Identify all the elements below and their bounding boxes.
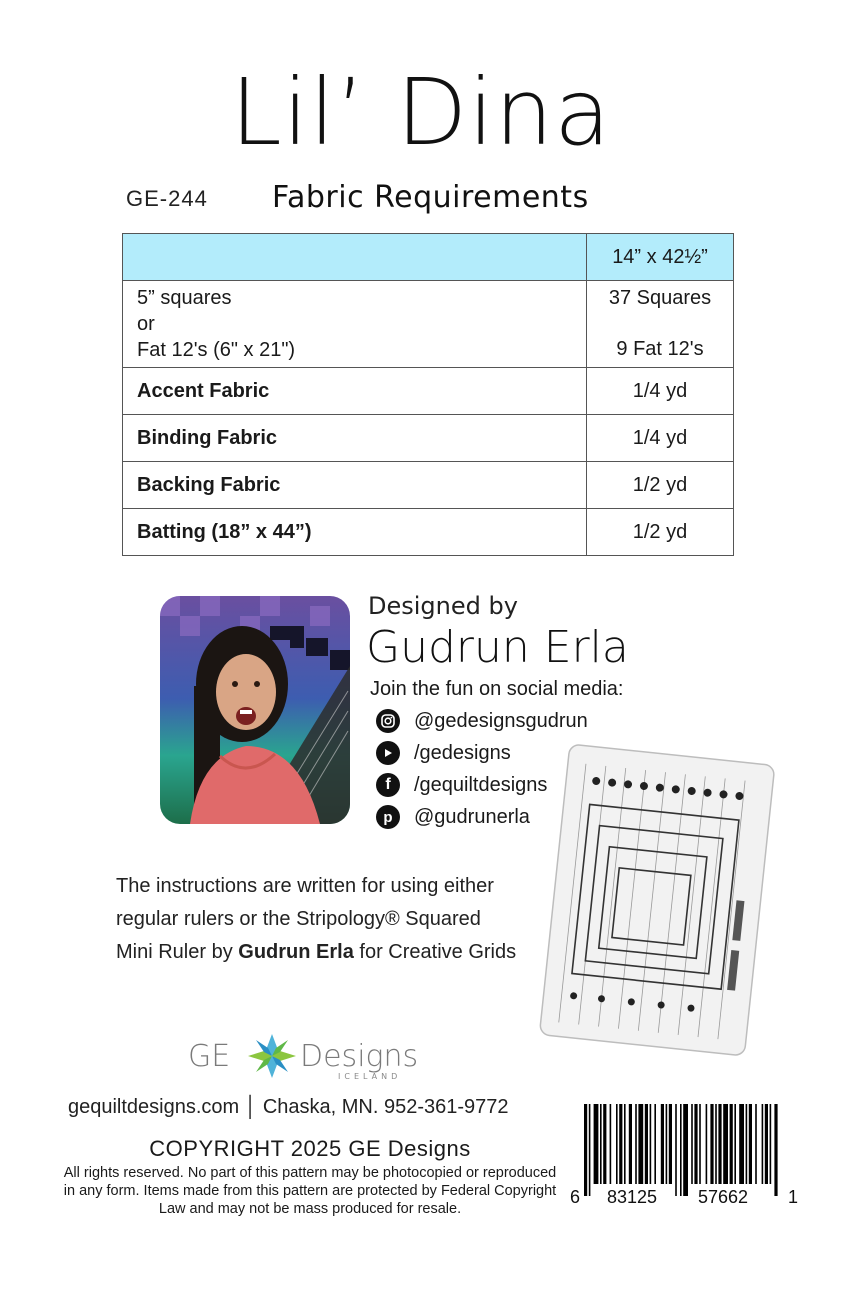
- barcode-bar: [594, 1104, 599, 1184]
- stripology-ruler-image: [532, 742, 782, 1060]
- barcode-bar: [645, 1104, 648, 1184]
- social-handle: /gedesigns: [414, 741, 511, 764]
- squares-value-cell: [587, 281, 734, 368]
- barcode-bar: [691, 1104, 693, 1184]
- row-value: 1/2 yd: [587, 462, 734, 509]
- logo-ge-text: GE: [188, 1039, 231, 1074]
- instructions-line: The instructions are written for using either: [116, 875, 494, 897]
- social-youtube[interactable]: [376, 738, 511, 768]
- upc-barcode: [566, 1104, 798, 1208]
- copyright-title: COPYRIGHT 2025 GE Designs: [149, 1136, 471, 1161]
- social-instagram[interactable]: [376, 706, 588, 736]
- section-subtitle: Fabric Requirements: [272, 180, 589, 215]
- barcode-bar: [749, 1104, 752, 1184]
- squares-label-cell: [123, 281, 587, 368]
- squares-label-line: 5” squares: [137, 287, 232, 309]
- barcode-bar: [654, 1104, 656, 1184]
- barcode-digit: 6: [570, 1187, 581, 1207]
- table-header-row: [123, 234, 734, 281]
- table-row: [123, 281, 734, 368]
- barcode-bar: [669, 1104, 672, 1184]
- barcode-bar: [680, 1104, 682, 1196]
- ge-designs-logo: [188, 1032, 438, 1082]
- social-handle: @gedesignsgudrun: [414, 709, 588, 732]
- row-value: 1/2 yd: [587, 509, 734, 556]
- squares-value: 37 Squares: [608, 287, 712, 309]
- table-row: [123, 415, 734, 462]
- barcode-bar: [683, 1104, 688, 1196]
- barcode-bar: [765, 1104, 768, 1184]
- social-pinterest[interactable]: [376, 802, 530, 832]
- barcode-bar: [755, 1104, 757, 1184]
- barcode-bar: [629, 1104, 632, 1184]
- copyright-block: [60, 1136, 560, 1218]
- barcode-bar: [715, 1104, 717, 1184]
- fabric-requirements-table: [122, 233, 734, 556]
- instructions-line: regular rulers or the Stripology® Squared: [116, 908, 481, 930]
- table-row: [123, 462, 734, 509]
- designed-by-label: Designed by: [368, 592, 518, 620]
- barcode-digit: 1: [788, 1187, 798, 1207]
- pinterest-icon: p: [376, 805, 400, 829]
- contact-line: gequiltdesigns.com │ Chaska, MN. 952-361-9772: [68, 1096, 509, 1118]
- row-label: Backing Fabric: [123, 462, 587, 509]
- instructions-text: for Creative Grids: [353, 941, 517, 963]
- fat12-value: 9 Fat 12's: [616, 338, 704, 360]
- table-row: [123, 368, 734, 415]
- designer-name-bold: Gudrun Erla: [238, 941, 354, 963]
- barcode-bar: [624, 1104, 626, 1184]
- barcode-bar: [730, 1104, 733, 1184]
- barcode-bar: [739, 1104, 744, 1184]
- logo-iceland-text: ICELAND: [338, 1072, 402, 1081]
- barcode-bar: [694, 1104, 697, 1184]
- barcode-bar: [600, 1104, 602, 1184]
- logo-designs-text: Designs: [300, 1039, 419, 1074]
- pattern-title: Lil’ Dina: [230, 59, 612, 166]
- facebook-icon: f: [376, 773, 400, 797]
- row-value: 1/4 yd: [587, 415, 734, 462]
- barcode-bar: [710, 1104, 713, 1184]
- table-row: [123, 509, 734, 556]
- barcode-bar: [584, 1104, 587, 1196]
- barcode-bar: [770, 1104, 772, 1184]
- barcode-bar: [675, 1104, 677, 1196]
- barcode-bar: [774, 1104, 777, 1196]
- barcode-bar: [650, 1104, 652, 1184]
- barcode-bar: [589, 1104, 591, 1196]
- barcode-bars: [584, 1104, 778, 1196]
- instructions-line: [116, 936, 556, 969]
- youtube-icon: [376, 741, 400, 765]
- barcode-bar: [635, 1104, 637, 1184]
- social-handle: /gequiltdesigns: [414, 773, 548, 796]
- barcode-bar: [762, 1104, 764, 1184]
- barcode-bar: [746, 1104, 748, 1184]
- row-label: Binding Fabric: [123, 415, 587, 462]
- barcode-bar: [610, 1104, 612, 1184]
- barcode-bar: [706, 1104, 708, 1184]
- barcode-digits: 83125: [606, 1187, 658, 1207]
- barcode-bar: [619, 1104, 622, 1184]
- row-label: Accent Fabric: [123, 368, 587, 415]
- header-size-cell: 14” x 42½”: [587, 234, 734, 281]
- barcode-bar: [666, 1104, 668, 1184]
- barcode-bar: [638, 1104, 643, 1184]
- instructions-text: Mini Ruler by: [116, 941, 239, 963]
- barcode-bar: [699, 1104, 701, 1184]
- barcode-bar: [616, 1104, 618, 1184]
- barcode-bar: [718, 1104, 721, 1184]
- barcode-bar: [734, 1104, 736, 1184]
- row-value: 1/4 yd: [587, 368, 734, 415]
- barcode-bar: [723, 1104, 728, 1184]
- barcode-bar: [603, 1104, 606, 1184]
- social-intro: Join the fun on social media:: [370, 678, 624, 700]
- copyright-text: All rights reserved. No part of this pattern may be photocopied or reproduced in any form. Items made from this pattern are protected by Federal Copyright Law and may not be mass produced for resale.: [63, 1165, 557, 1217]
- squares-label-line: or: [137, 313, 155, 335]
- pattern-code: GE-244: [126, 186, 208, 211]
- barcode-bar: [661, 1104, 664, 1184]
- social-handle: @gudrunerla: [414, 805, 530, 828]
- barcode-digits: 57662: [697, 1187, 749, 1207]
- social-facebook[interactable]: [376, 770, 547, 800]
- instagram-icon: [376, 709, 400, 733]
- instructions-paragraph: [116, 870, 556, 969]
- header-label-cell: [123, 234, 587, 281]
- star-logo-icon: [248, 1034, 296, 1078]
- squares-label-line: Fat 12's (6" x 21"): [137, 339, 296, 361]
- row-label: Batting (18” x 44”): [123, 509, 587, 556]
- designer-name: Gudrun Erla: [366, 622, 629, 673]
- designer-photo: [160, 596, 350, 824]
